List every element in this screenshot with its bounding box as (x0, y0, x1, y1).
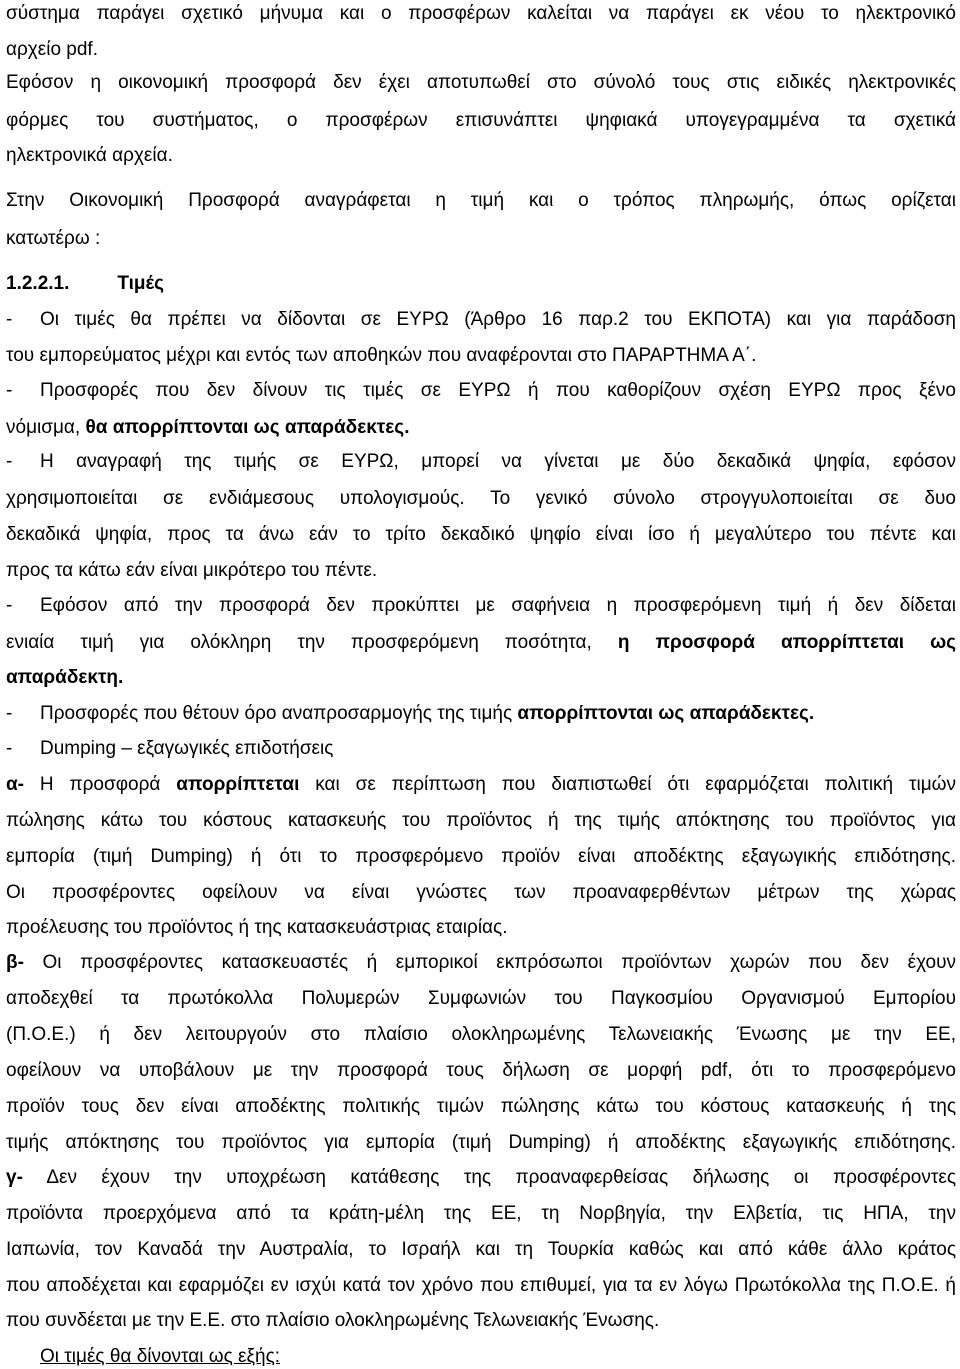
paragraph-line: (Π.Ο.Ε.) ή δεν λειτουργούν στο πλαίσιο ολοκληρωμένης Τελωνειακής Ένωσης με την ΕΕ, (6, 1024, 956, 1045)
bullet-dash: - (6, 703, 13, 724)
paragraph-line: Οι προσφέροντες οφείλουν να είναι γνώστες των προαναφερθέντων μέτρων της χώρας (6, 882, 956, 903)
paragraph-line: χρησιμοποιείται σε ενδιάμεσους υπολογισμούς. Το γενικό σύνολο στρογγυλοποιείται σε δυο (6, 488, 956, 509)
paragraph-line: δεκαδικά ψηφία, προς τα άνω εάν το τρίτο δεκαδικό ψηφίο είναι ίσο ή μεγαλύτερο του πέντε και (6, 524, 956, 545)
paragraph-line: αρχείο pdf. (6, 39, 98, 60)
paragraph-line: προϊόντα προερχόμενα από τα κράτη-μέλη της ΕΕ, τη Νορβηγία, την Ελβετία, τις ΗΠΑ, την (6, 1203, 956, 1224)
paragraph-line: γ- Δεν έχουν την υποχρέωση κατάθεσης της προαναφερθείσας δήλωσης οι προσφέροντες (6, 1167, 956, 1188)
bullet-line: - Η αναγραφή της τιμής σε ΕΥΡΩ, μπορεί να γίνεται με δύο δεκαδικά ψηφία, εφόσον (6, 451, 956, 472)
bullet-line: - Dumping – εξαγωγικές επιδοτήσεις (6, 738, 334, 759)
paragraph-line: νόμισμα, θα απορρίπτονται ως απαράδεκτες. (6, 417, 410, 438)
paragraph-line: οφείλουν να υποβάλουν με την προσφορά τους δήλωση σε μορφή pdf, ότι το προσφερόμενο (6, 1060, 956, 1081)
bullet-line: - Οι τιμές θα πρέπει να δίδονται σε ΕΥΡΩ (Άρθρο 16 παρ.2 του ΕΚΠΟΤΑ) και για παράδοση (6, 309, 956, 330)
bullet-dash: - (6, 380, 13, 401)
paragraph-line: του εμπορεύματος μέχρι και εντός των αποθηκών που αναφέρονται στο ΠΑΡΑΡΤΗΜΑ Α΄. (6, 345, 757, 366)
paragraph-line: ενιαία τιμή για ολόκληρη την προσφερόμενη ποσότητα, η προσφορά απορρίπτεται ως (6, 632, 956, 653)
paragraph-line: πώλησης κάτω του κόστους κατασκευής του προϊόντος ή της τιμής απόκτησης του προϊόντος για (6, 810, 956, 831)
paragraph-line: Εφόσον η οικονομική προσφορά δεν έχει αποτυπωθεί στο σύνολό τους στις ειδικές ηλεκτρονικές (6, 72, 956, 93)
section-number: 1.2.2.1. (6, 273, 70, 294)
paragraph-line: απαράδεκτη. (6, 667, 124, 688)
closing-heading: Οι τιμές θα δίνονται ως εξής: (40, 1346, 281, 1367)
paragraph-line: ηλεκτρονικά αρχεία. (6, 145, 173, 166)
paragraph-line: σύστημα παράγει σχετικό μήνυμα και ο προσφέρων καλείται να παράγει εκ νέου το ηλεκτρονικό (6, 3, 956, 24)
bullet-dash: - (6, 738, 13, 759)
paragraph-line: προϊόν τους δεν είναι αποδέκτης πολιτικής τιμών πώλησης κάτω του κόστους κατασκευής ή της (6, 1096, 956, 1117)
bullet-dash: - (6, 451, 13, 472)
bullet-dash: - (6, 595, 13, 616)
section-heading (6, 273, 164, 295)
paragraph-line: α- Η προσφορά απορρίπτεται και σε περίπτωση που διαπιστωθεί ότι εφαρμόζεται πολιτική τιμών (6, 774, 957, 795)
paragraph-line: β- Οι προσφέροντες κατασκευαστές ή εμπορικοί εκπρόσωποι προϊόντων χωρών που δεν έχουν (6, 952, 956, 973)
paragraph-line: που συνδέεται με την Ε.Ε. στο πλαίσιο ολοκληρωμένης Τελωνειακής Ένωσης. (6, 1310, 660, 1331)
paragraph-line: που αποδέχεται και εφαρμόζει εν ισχύι κατά τον χρόνο που επιθυμεί, για τα εν λόγω Πρωτόκολλα της Π.Ο.Ε. ή (6, 1275, 956, 1296)
section-title: Τιμές (117, 273, 165, 294)
bullet-line: - Προσφορές που θέτουν όρο αναπροσαρμογής της τιμής απορρίπτονται ως απαράδεκτες. (6, 703, 815, 724)
paragraph-line: κατωτέρω : (6, 228, 101, 249)
paragraph-line: Στην Οικονομική Προσφορά αναγράφεται η τιμή και ο τρόπος πληρωμής, όπως ορίζεται (6, 190, 956, 211)
paragraph-line: εμπορία (τιμή Dumping) ή ότι το προσφερόμενο προϊόν είναι αποδέκτης εξαγωγικής επιδότησης. (6, 846, 956, 867)
paragraph-line: προέλευσης του προϊόντος ή της κατασκευάστριας εταιρίας. (6, 917, 508, 938)
paragraph-line: αποδεχθεί τα πρωτόκολλα Πολυμερών Συμφωνιών του Παγκοσμίου Οργανισμού Εμπορίου (6, 988, 956, 1009)
paragraph-line: φόρμες του συστήματος, ο προσφέρων επισυνάπτει ψηφιακά υπογεγραμμένα τα σχετικά (6, 110, 956, 131)
bullet-line: - Εφόσον από την προσφορά δεν προκύπτει με σαφήνεια η προσφερόμενη τιμή ή δεν δίδεται (6, 595, 956, 616)
paragraph-line: Ιαπωνία, τον Καναδά την Αυστραλία, το Ισραήλ και τη Τουρκία καθώς και από κάθε άλλο κράτος (6, 1239, 956, 1260)
paragraph-line: προς τα κάτω εάν είναι μικρότερο του πέντε. (6, 560, 378, 581)
bullet-dash: - (6, 309, 13, 330)
bullet-line: - Προσφορές που δεν δίνουν τις τιμές σε ΕΥΡΩ ή που καθορίζουν σχέση ΕΥΡΩ προς ξένο (6, 380, 956, 401)
paragraph-line: τιμής απόκτησης του προϊόντος για εμπορία (τιμή Dumping) ή αποδέκτης εξαγωγικής επιδότησης. (6, 1132, 956, 1153)
